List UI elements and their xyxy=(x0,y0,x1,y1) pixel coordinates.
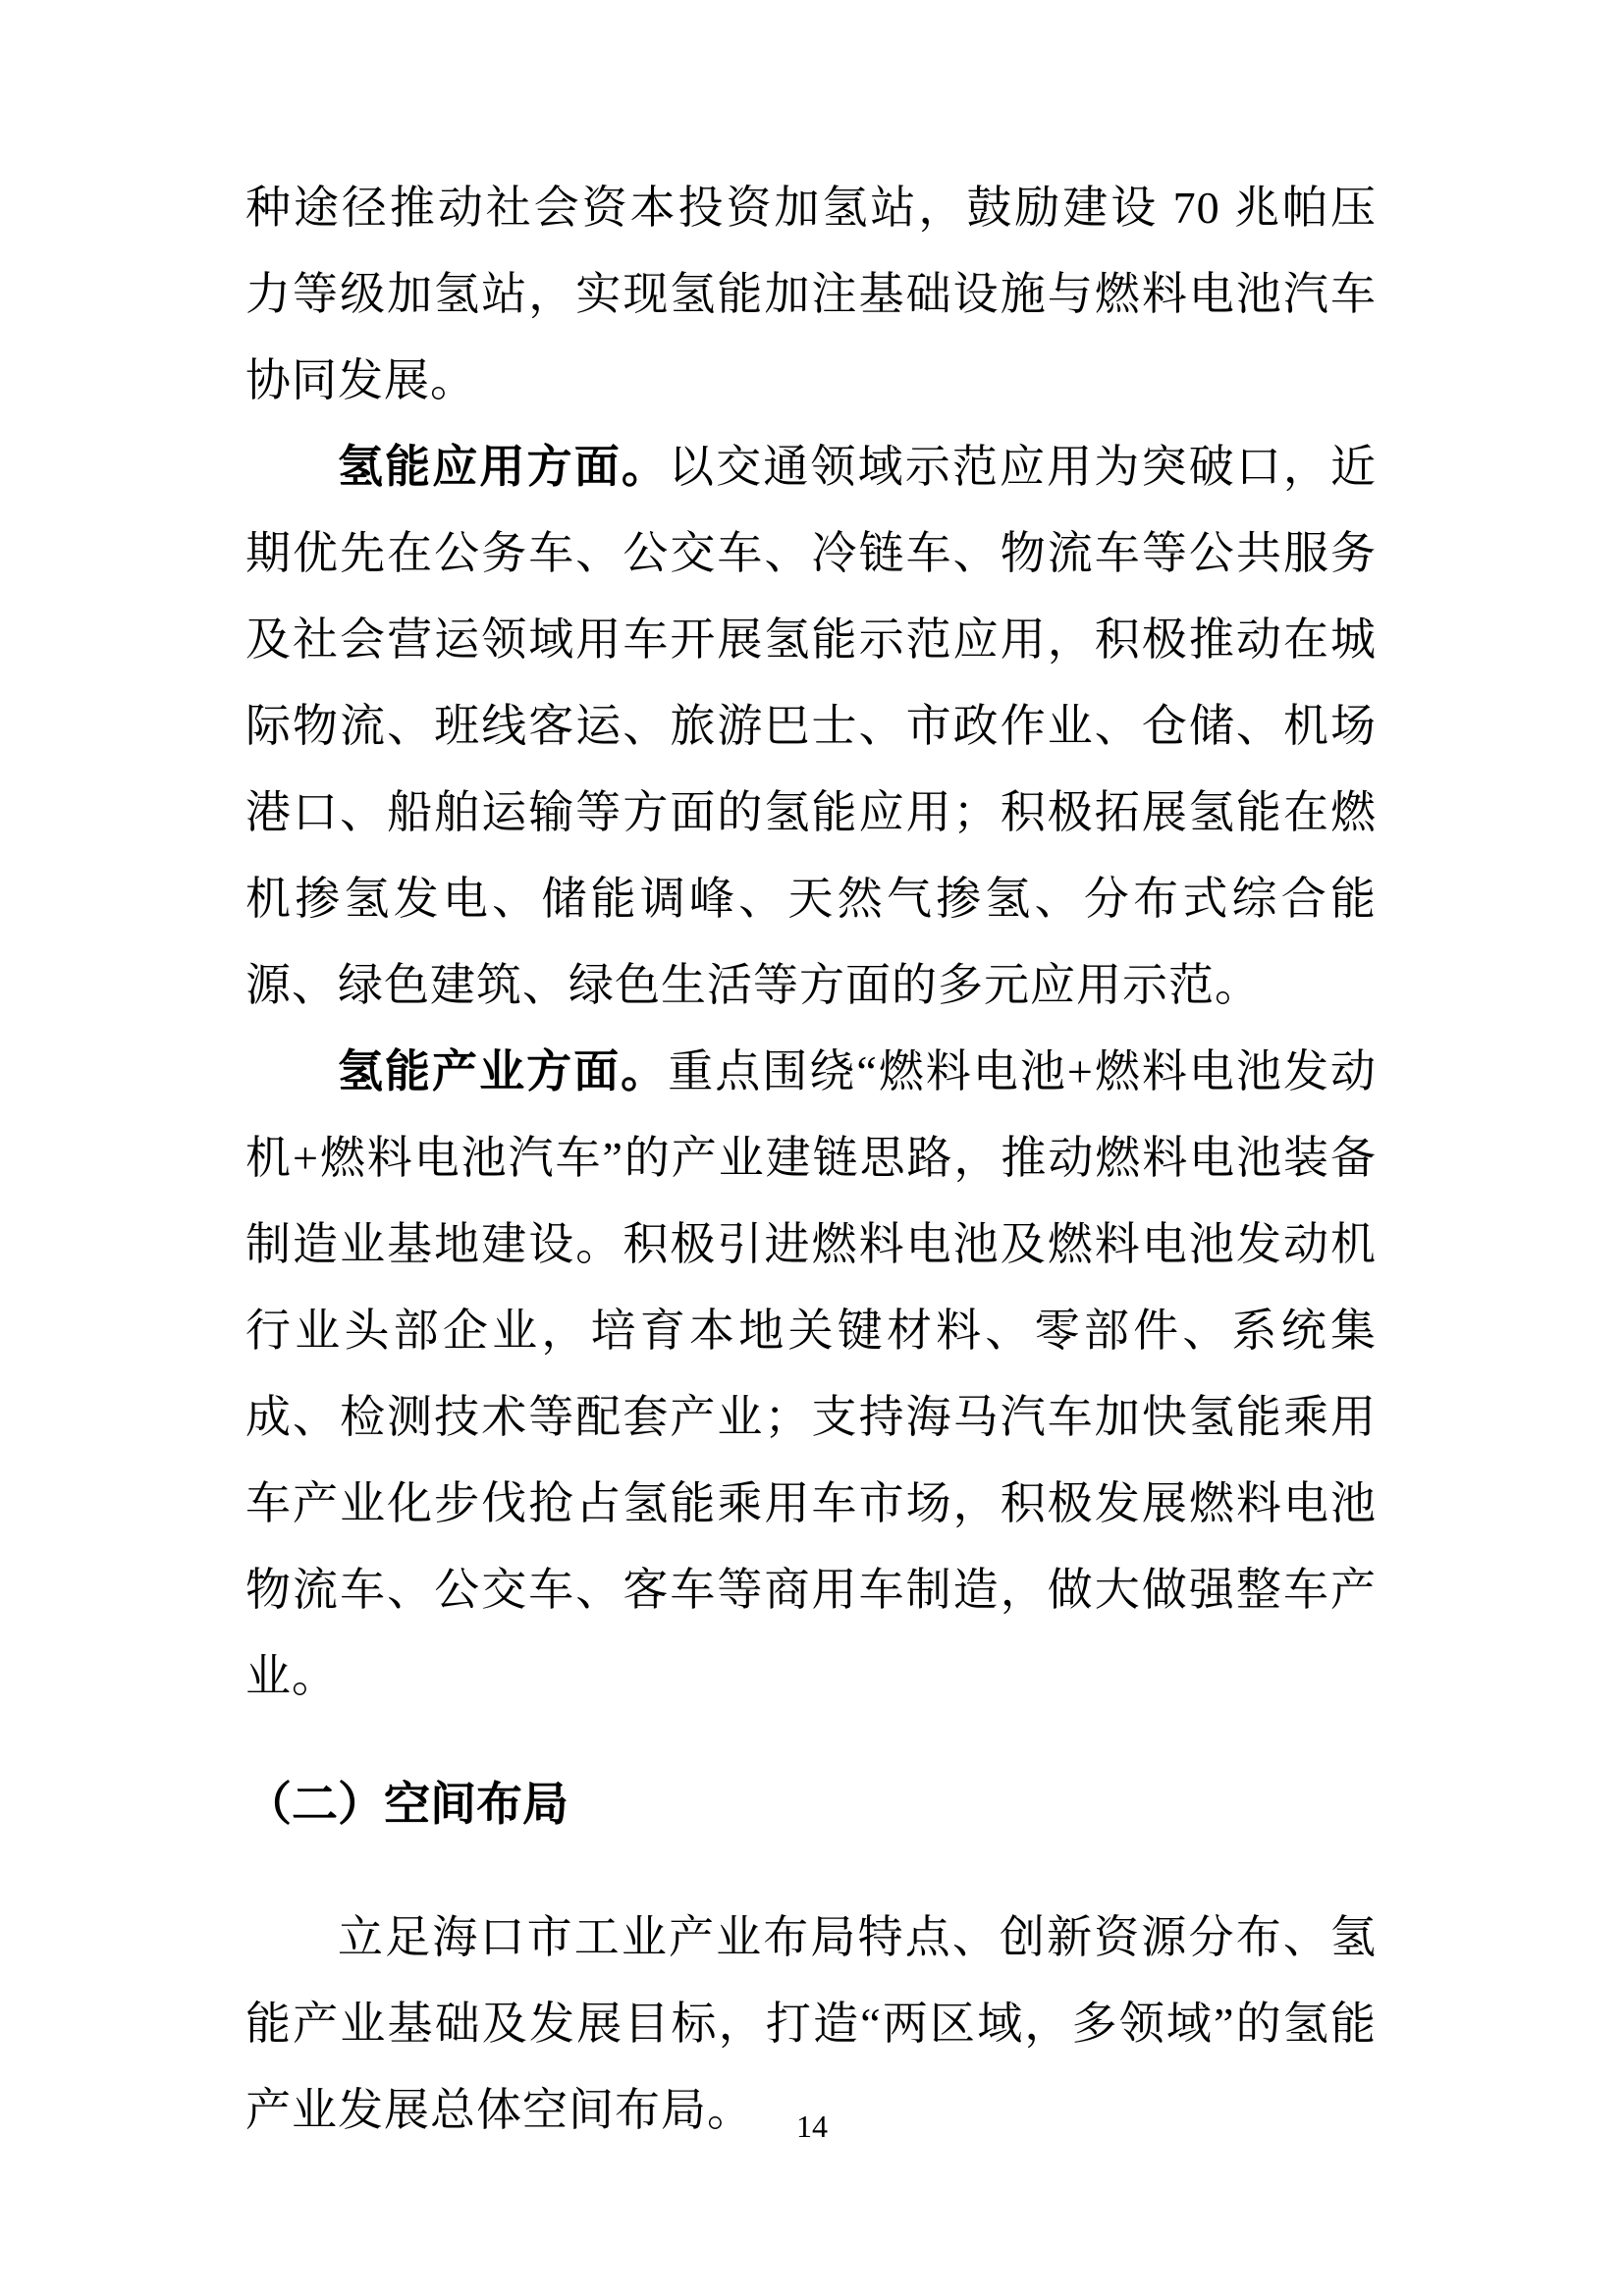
paragraph-text: 重点围绕“燃料电池+燃料电池发动机+燃料电池汽车”的产业建链思路，推动燃料电池装备制造业基地建设。积极引进燃料电池及燃料电池发动机行业头部企业，培育本地关键材料、零部件、系统集成、检测技术等配套产业；支持海马汽车加快氢能乘用车产业化步伐抢占氢能乘用车市场，积极发展燃料电池物流车、公交车、客车等商用车制造，做大做强整车产业。 xyxy=(245,1046,1378,1701)
paragraph-text: 立足海口市工业产业布局特点、创新资源分布、氢能产业基础及发展目标，打造“两区域，多领域”的氢能产业发展总体空间布局。 xyxy=(245,1912,1377,2135)
section-heading: （二）空间布局 xyxy=(245,1780,568,1831)
paragraph-lead: 氢能应用方面。 xyxy=(338,442,669,492)
body-paragraph xyxy=(245,424,1377,1029)
page-number: 14 xyxy=(796,2109,828,2144)
paragraph-lead: 氢能产业方面。 xyxy=(338,1046,669,1096)
paragraph-text: 种途径推动社会资本投资加氢站，鼓励建设 70 兆帕压力等级加氢站，实现氢能加注基础设施与燃料电池汽车协同发展。 xyxy=(245,183,1377,405)
paragraph-text: 以交通领域示范应用为突破口，近期优先在公务车、公交车、冷链车、物流车等公共服务及社会营运领域用车开展氢能示范应用，积极推动在城际物流、班线客运、旅游巴士、市政作业、仓储、机场港口、船舶运输等方面的氢能应用；积极拓展氢能在燃机掺氢发电、储能调峰、天然气掺氢、分布式综合能源、绿色建筑、绿色生活等方面的多元应用示范。 xyxy=(245,442,1377,1010)
body-paragraph xyxy=(245,1029,1377,1720)
body-paragraph xyxy=(245,165,1377,424)
text-column xyxy=(245,165,1377,2154)
